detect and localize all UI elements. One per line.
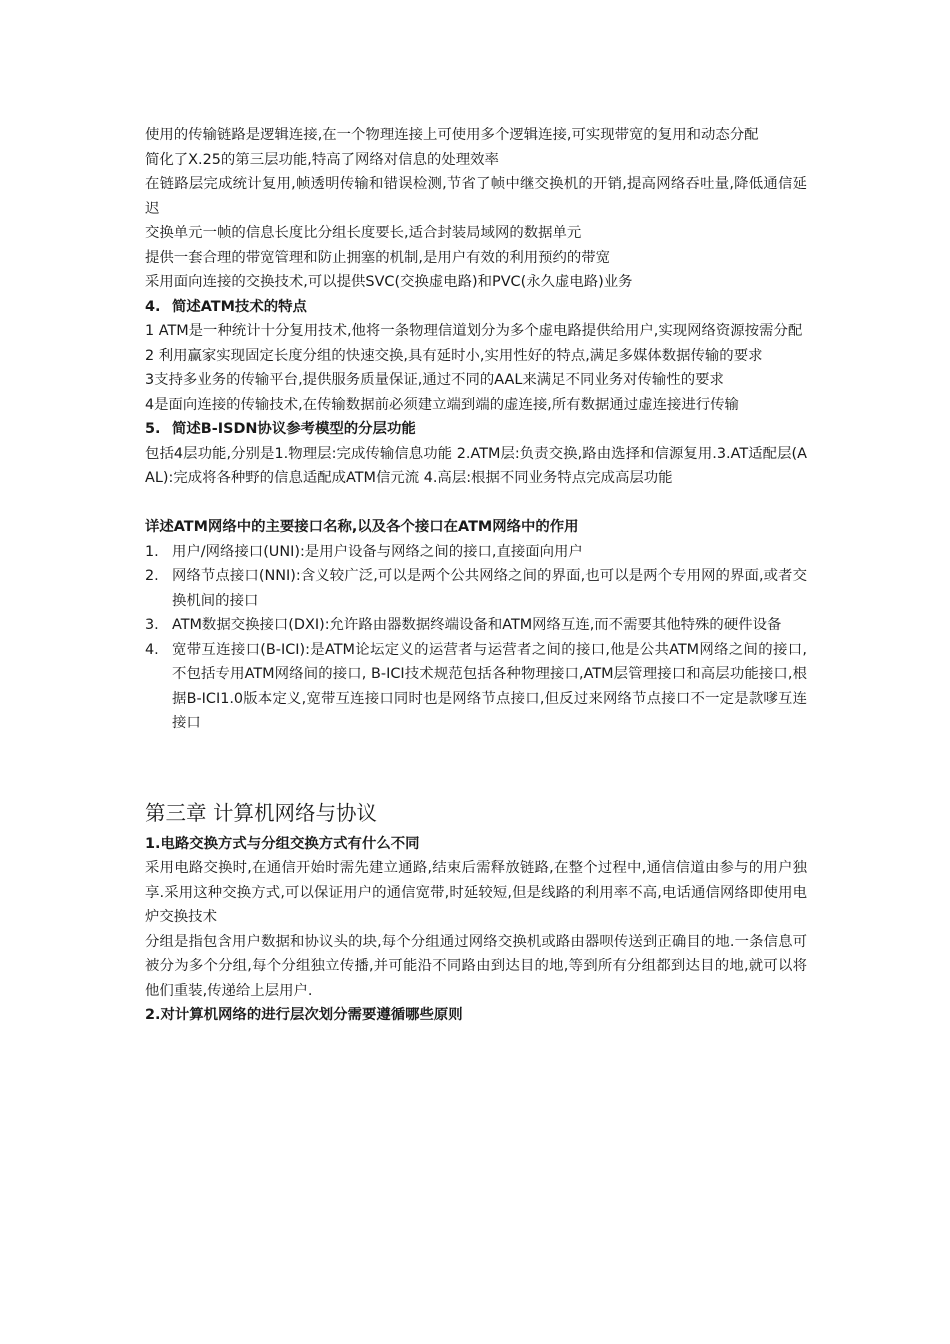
chapter-title: 第三章 计算机网络与协议 — [145, 800, 378, 825]
question-title: 简述ATM技术的特点 — [172, 298, 307, 315]
list-text: 网络节点接口(NNI):含义较广泛,可以是两个公共网络之间的界面,也可以是两个专用网的界面,或者交换机间的接口 — [172, 568, 807, 609]
list-number: 4. — [145, 641, 159, 658]
paragraph: 包括4层功能,分别是1.物理层:完成传输信息功能 2.ATM层:负责交换,路由选择和信源复用.3.AT适配层(AAL):完成将各种野的信息适配成ATM信元流 4.高层:根据不同业务特点完成高层功能 — [145, 445, 807, 486]
atm-interfaces-list — [145, 540, 807, 736]
paragraph: 采用面向连接的交换技术,可以提供SVC(交换虚电路)和PVC(永久虚电路)业务 — [145, 274, 633, 290]
list-number: 3. — [145, 617, 159, 633]
paragraph: 3支持多业务的传输平台,提供服务质量保证,通过不同的AAL来满足不同业务对传输性的要求 — [145, 372, 724, 388]
spacer — [145, 491, 807, 516]
question-number: 5. — [145, 421, 161, 437]
paragraph: 分组是指包含用户数据和协议头的块,每个分组通过网络交换机或路由器呗传送到正确目的地.一条信息可被分为多个分组,每个分组独立传播,并可能沿不同路由到达目的地,等到所有分组都到达目的地,就可以将他们重装,传递给上层用户. — [145, 933, 807, 999]
question-title: 简述B-ISDN协议参考模型的分层功能 — [172, 421, 416, 437]
list-item — [145, 638, 807, 736]
atm-interfaces-heading: 详述ATM网络中的主要接口名称,以及各个接口在ATM网络中的作用 — [145, 519, 579, 535]
paragraph: 简化了X.25的第三层功能,特高了网络对信息的处理效率 — [145, 151, 499, 168]
list-text: 宽带互连接口(B-ICI):是ATM论坛定义的运营者与运营者之间的接口,他是公共ATM网络之间的接口,不包括专用ATM网络间的接口, B-ICI技术规范包括各种物理接口,ATM层管理接口和高层功能接口,根据B-ICI1.0版本定义,宽带互连接口同时也是网络节点接口,但反过来网络节点接口不一定是款嗲互连接口 — [172, 641, 807, 731]
paragraph: 1 ATM是一种统计十分复用技术,他将一条物理信道划分为多个虚电路提供给用户,实现网络资源按需分配 — [145, 323, 803, 339]
paragraph: 在链路层完成统计复用,帧透明传输和错误检测,节省了帧中继交换机的开销,提高网络吞吐量,降低通信延迟 — [145, 176, 807, 217]
question-heading-5 — [145, 417, 807, 442]
paragraph: 交换单元一帧的信息长度比分组长度要长,适合封装局域网的数据单元 — [145, 225, 582, 241]
paragraph: 4是面向连接的传输技术,在传输数据前必须建立端到端的虚连接,所有数据通过虚连接进行传输 — [145, 396, 739, 413]
list-number: 1. — [145, 543, 159, 560]
list-text: ATM数据交换接口(DXI):允许路由器数据终端设备和ATM网络互连,而不需要其他特殊的硬件设备 — [172, 617, 782, 633]
list-item — [145, 613, 807, 638]
paragraph: 采用电路交换时,在通信开始时需先建立通路,结束后需释放链路,在整个过程中,通信信道由参与的用户独享.采用这种交换方式,可以保证用户的通信宽带,时延较短,但是线路的利用率不高,电话通信网络即使用电炉交换技术 — [145, 860, 807, 925]
question-heading: 1.电路交换方式与分组交换方式有什么不同 — [145, 835, 420, 852]
list-item — [145, 564, 807, 613]
question-number: 4. — [145, 298, 161, 315]
paragraph: 提供一套合理的带宽管理和防止拥塞的机制,是用户有效的利用预约的带宽 — [145, 249, 611, 266]
paragraph: 2 利用赢家实现固定长度分组的快速交换,具有延时小,实用性好的特点,满足多媒体数据传输的要求 — [145, 347, 763, 364]
list-text: 用户/网络接口(UNI):是用户设备与网络之间的接口,直接面向用户 — [172, 543, 583, 560]
list-number: 2. — [145, 568, 159, 584]
question-heading: 2.对计算机网络的进行层次划分需要遵循哪些原则 — [145, 1007, 463, 1023]
spacer — [145, 736, 807, 798]
document-page — [145, 123, 807, 1028]
question-heading-4 — [145, 295, 807, 320]
paragraph: 使用的传输链路是逻辑连接,在一个物理连接上可使用多个逻辑连接,可实现带宽的复用和动态分配 — [145, 127, 759, 143]
list-item — [145, 540, 807, 565]
